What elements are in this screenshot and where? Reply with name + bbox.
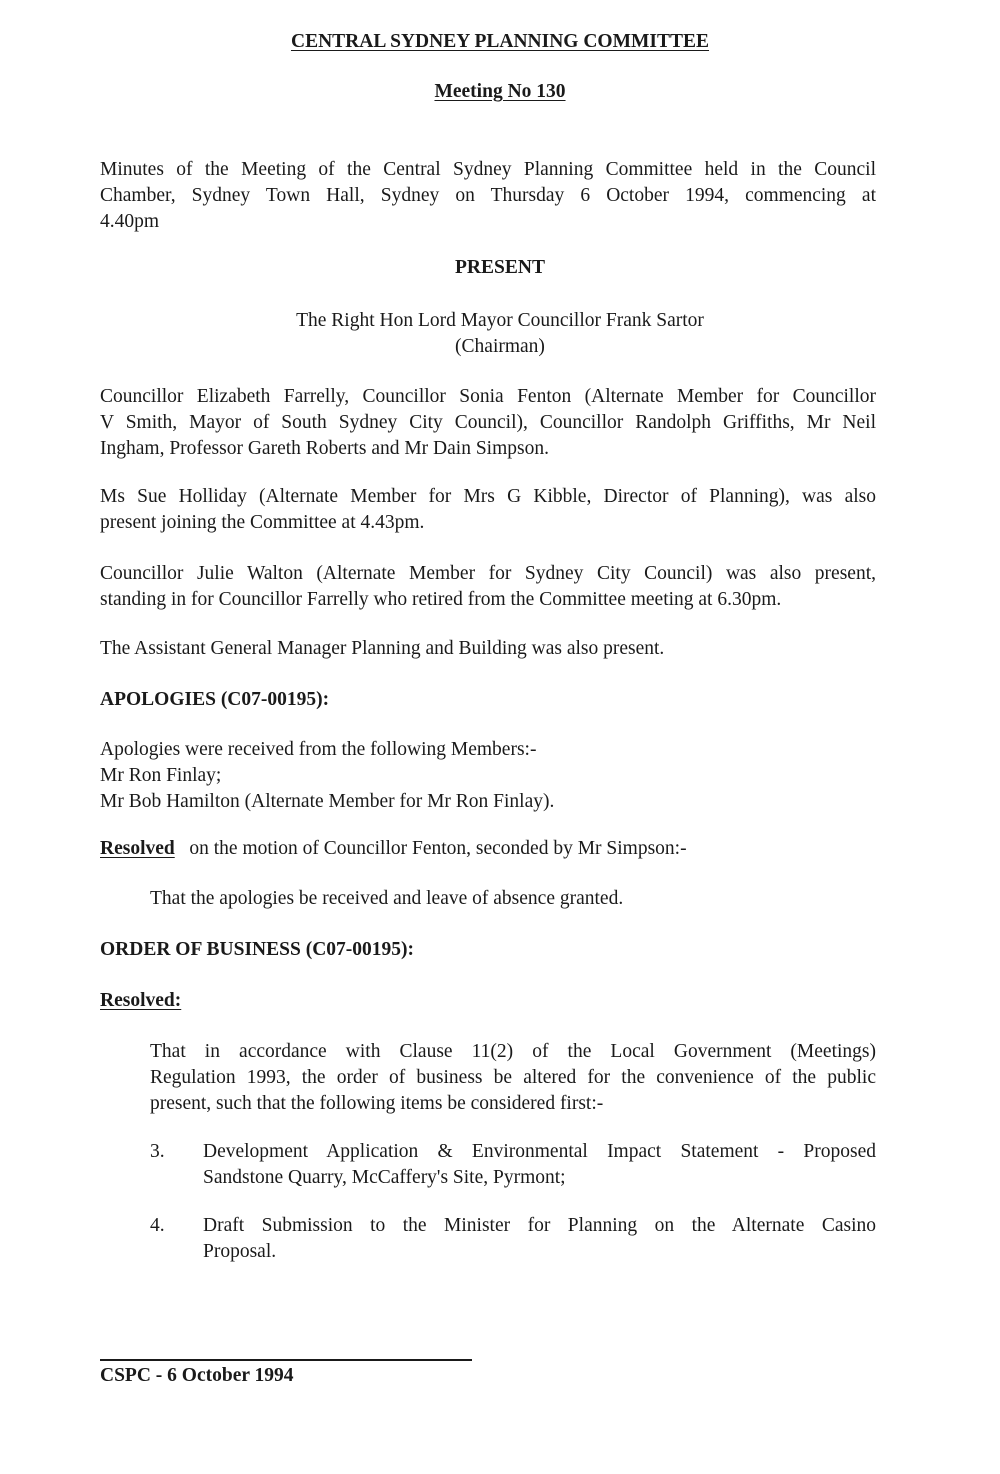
chairman-role: (Chairman) [455, 336, 545, 357]
resolved-motion-text: on the motion of Councillor Fenton, seconded by Mr Simpson:- [189, 838, 687, 859]
apologies-resolution: That the apologies be received and leave of absence granted. [150, 888, 624, 909]
walton-line: standing in for Councillor Farrelly who retired from the Committee meeting at 6.30pm. [100, 589, 782, 610]
agm-line: The Assistant General Manager Planning and Building was also present. [100, 638, 665, 659]
meeting-number: Meeting No 130 [434, 81, 566, 102]
resolved-label: Resolved [100, 838, 175, 859]
list-item-number: 4. [150, 1215, 165, 1236]
list-item-line: Proposal. [203, 1241, 277, 1262]
order-resolution-line: That in accordance with Clause 11(2) of the Local Government (Meetings) [150, 1041, 876, 1062]
intro-line: 4.40pm [100, 211, 160, 232]
walton-line: Councillor Julie Walton (Alternate Member for Sydney City Council) was also present, [100, 563, 876, 584]
members-line: Councillor Elizabeth Farrelly, Councillor Sonia Fenton (Alternate Member for Councillor [100, 386, 876, 407]
apologies-line: Mr Bob Hamilton (Alternate Member for Mr Ron Finlay). [100, 791, 555, 812]
apologies-line: Apologies were received from the following Members:- [100, 739, 537, 760]
present-heading: PRESENT [455, 257, 545, 278]
intro-line: Minutes of the Meeting of the Central Sydney Planning Committee held in the Council [100, 159, 876, 180]
holliday-line: present joining the Committee at 4.43pm. [100, 512, 425, 533]
apologies-heading: APOLOGIES (C07-00195): [100, 689, 330, 710]
apologies-line: Mr Ron Finlay; [100, 765, 222, 786]
holliday-line: Ms Sue Holliday (Alternate Member for Mrs G Kibble, Director of Planning), was also [100, 486, 876, 507]
order-resolved-label: Resolved: [100, 990, 182, 1011]
document-title: CENTRAL SYDNEY PLANNING COMMITTEE [290, 31, 710, 52]
members-line: V Smith, Mayor of South Sydney City Council), Councillor Randolph Griffiths, Mr Neil [100, 412, 876, 433]
members-line: Ingham, Professor Gareth Roberts and Mr Dain Simpson. [100, 438, 549, 459]
order-resolution-line: Regulation 1993, the order of business be altered for the convenience of the public [150, 1067, 876, 1088]
list-item-line: Development Application & Environmental Impact Statement - Proposed [203, 1141, 876, 1162]
list-item-line: Sandstone Quarry, McCaffery's Site, Pyrmont; [203, 1167, 566, 1188]
order-resolution-line: present, such that the following items be considered first:- [150, 1093, 604, 1114]
chairman-name: The Right Hon Lord Mayor Councillor Frank Sartor [296, 310, 704, 331]
footer-divider [100, 1359, 472, 1361]
footer-text: CSPC - 6 October 1994 [100, 1365, 294, 1386]
list-item-number: 3. [150, 1141, 165, 1162]
order-of-business-heading: ORDER OF BUSINESS (C07-00195): [100, 939, 415, 960]
list-item-line: Draft Submission to the Minister for Planning on the Alternate Casino [203, 1215, 876, 1236]
apologies-resolved-line [100, 836, 687, 862]
intro-line: Chamber, Sydney Town Hall, Sydney on Thursday 6 October 1994, commencing at [100, 185, 876, 206]
